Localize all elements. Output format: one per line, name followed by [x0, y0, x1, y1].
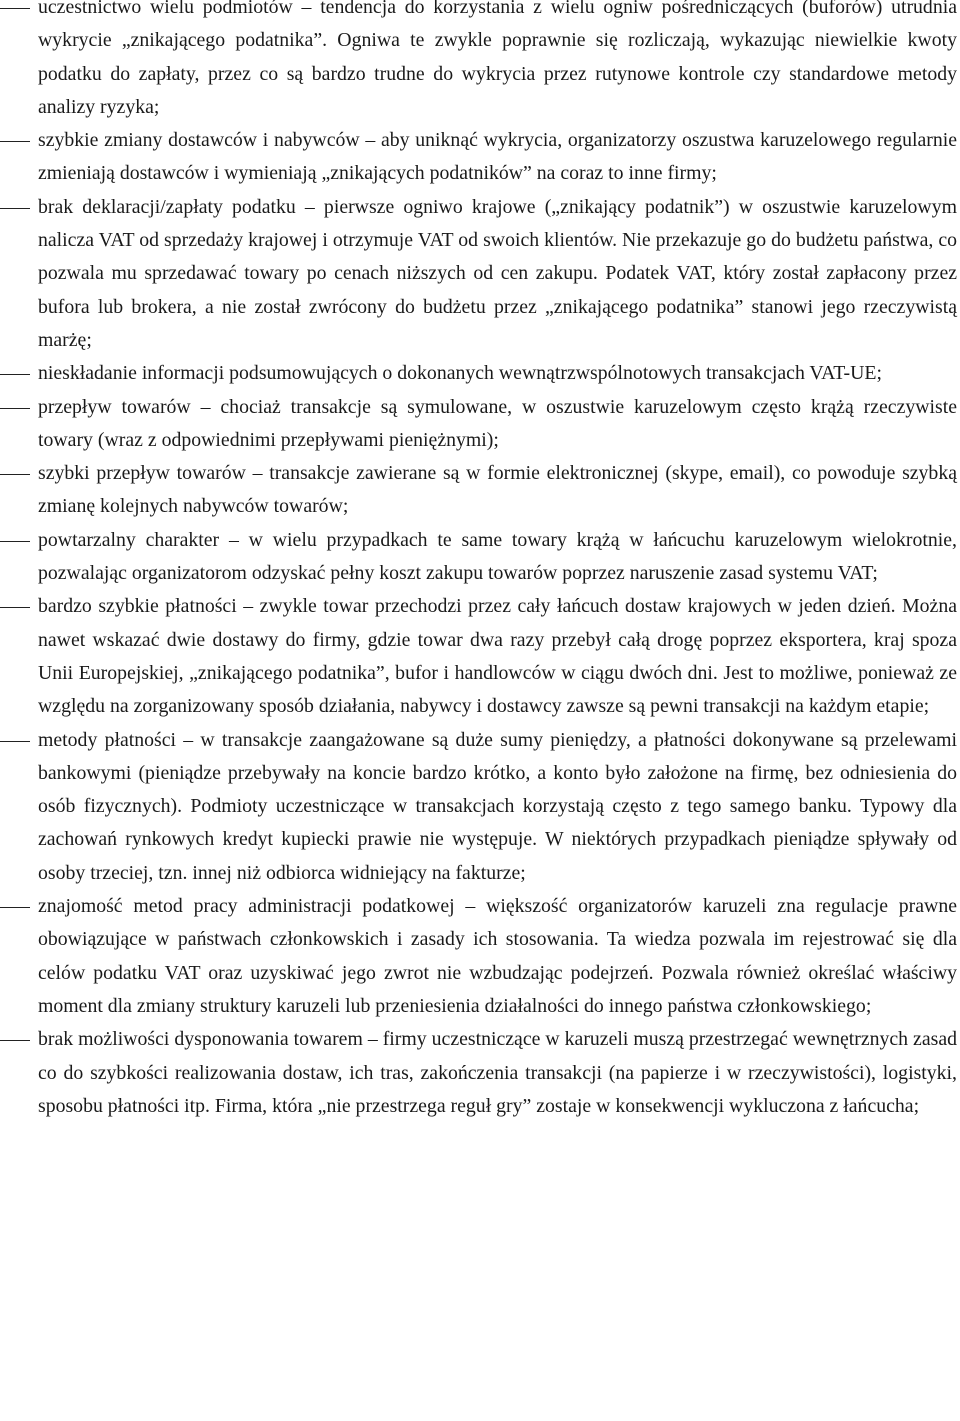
list-item: [0, 1023, 957, 1123]
list-item-text: nieskładanie informacji podsumowujących o dokonanych wewnątrzwspólnotowych transakcjach VAT-UE;: [38, 362, 882, 385]
list-item: [0, 524, 957, 591]
list-item: [0, 590, 957, 723]
list-item: [0, 124, 957, 191]
list-item-text: szybkie zmiany dostawców i nabywców – aby uniknąć wykrycia, organizatorzy oszustwa karuzelowego regularnie zmieniają dostawców i wymieniają „znikających podatników” na coraz to inne firmy;: [38, 129, 957, 185]
list-item: [0, 391, 957, 458]
list-item-text: uczestnictwo wielu podmiotów – tendencja do korzystania z wielu ogniw pośredniczących (buforów) utrudnia wykrycie „znikającego podatnika”. Ogniwa te zwykle poprawnie się rozliczają, wykazując niewielkie kwoty podatku do zapłaty, przez co są bardzo trudne do wykrycia przez rutynowe kontrole czy standardowe metody analizy ryzyka;: [38, 0, 957, 118]
list-item-text: brak możliwości dysponowania towarem – firmy uczestniczące w karuzeli muszą przestrzegać wewnętrznych zasad co do szybkości realizowania dostaw, ich tras, zakończenia transakcji (na papierze i w rzeczywistości), logistyki, sposobu płatności itp. Firma, która „nie przestrzega reguł gry” zostaje w konsekwencji wykluczona z łańcucha;: [38, 1028, 957, 1117]
list-item: [0, 724, 957, 890]
list-item: [0, 890, 957, 1023]
list-item-text: szybki przepływ towarów – transakcje zawierane są w formie elektronicznej (skype, email), co powoduje szybką zmianę kolejnych nabywców towarów;: [38, 462, 957, 518]
list-item-text: metody płatności – w transakcje zaangażowane są duże sumy pieniędzy, a płatności dokonywane są przelewami bankowymi (pieniądze przebywały na koncie bardzo krótko, a konto było założone na firmę, bez odniesienia do osób fizycznych). Podmioty uczestniczące w transakcjach korzystają często z tego samego banku. Typowy dla zachowań rynkowych kredyt kupiecki prawie nie występuje. W niektórych przypadkach pieniądze spływały od osoby trzeciej, tzn. innej niż odbiorca widniejący na fakturze;: [38, 728, 957, 884]
list-item: [0, 191, 957, 357]
list-item: [0, 457, 957, 524]
list-item-text: brak deklaracji/zapłaty podatku – pierwsze ogniwo krajowe („znikający podatnik”) w oszustwie karuzelowym nalicza VAT od sprzedaży krajowej i otrzymuje VAT od swoich klientów. Nie przekazuje go do budżetu państwa, co pozwala mu sprzedawać towary po cenach niższych od cen zakupu. Podatek VAT, który został zapłacony przez bufora lub brokera, a nie został zwrócony do budżetu przez „znikającego podatnika” stanowi jego rzeczywistą marżę;: [38, 195, 957, 351]
list-item: [0, 0, 957, 124]
list-item-text: bardzo szybkie płatności – zwykle towar przechodzi przez cały łańcuch dostaw krajowych w jeden dzień. Można nawet wskazać dwie dostawy do firmy, gdzie towar dwa razy przebył całą drogę poprzez eksportera, kraj spoza Unii Europejskiej, „znikającego podatnika”, bufor i handlowców w ciągu dwóch dni. Jest to możliwe, ponieważ ze względu na zorganizowany sposób działania, nabywcy i dostawcy zawsze są pewni transakcji na każdym etapie;: [38, 595, 957, 718]
list-item: [0, 357, 957, 390]
list-item-text: przepływ towarów – chociaż transakcje są symulowane, w oszustwie karuzelowym często krążą rzeczywiste towary (wraz z odpowiednimi przepływami pieniężnymi);: [38, 395, 957, 451]
list-item-text: powtarzalny charakter – w wielu przypadkach te same towary krążą w łańcuchu karuzelowym wielokrotnie, pozwalając organizatorom odzyskać pełny koszt zakupu towarów poprzez naruszenie zasad systemu VAT;: [38, 528, 957, 585]
list-item-text: znajomość metod pracy administracji podatkowej – większość organizatorów karuzeli zna regulacje prawne obowiązujące w państwach członkowskich i zasady ich stosowania. Ta wiedza pozwala im rejestrować się dla celów podatku VAT oraz uzyskiwać jego zwrot nie wzbudzając podejrzeń. Pozwala również określać właściwy moment dla zmiany struktury karuzeli lub przeniesienia działalności do innego państwa członkowskiego;: [38, 895, 957, 1017]
